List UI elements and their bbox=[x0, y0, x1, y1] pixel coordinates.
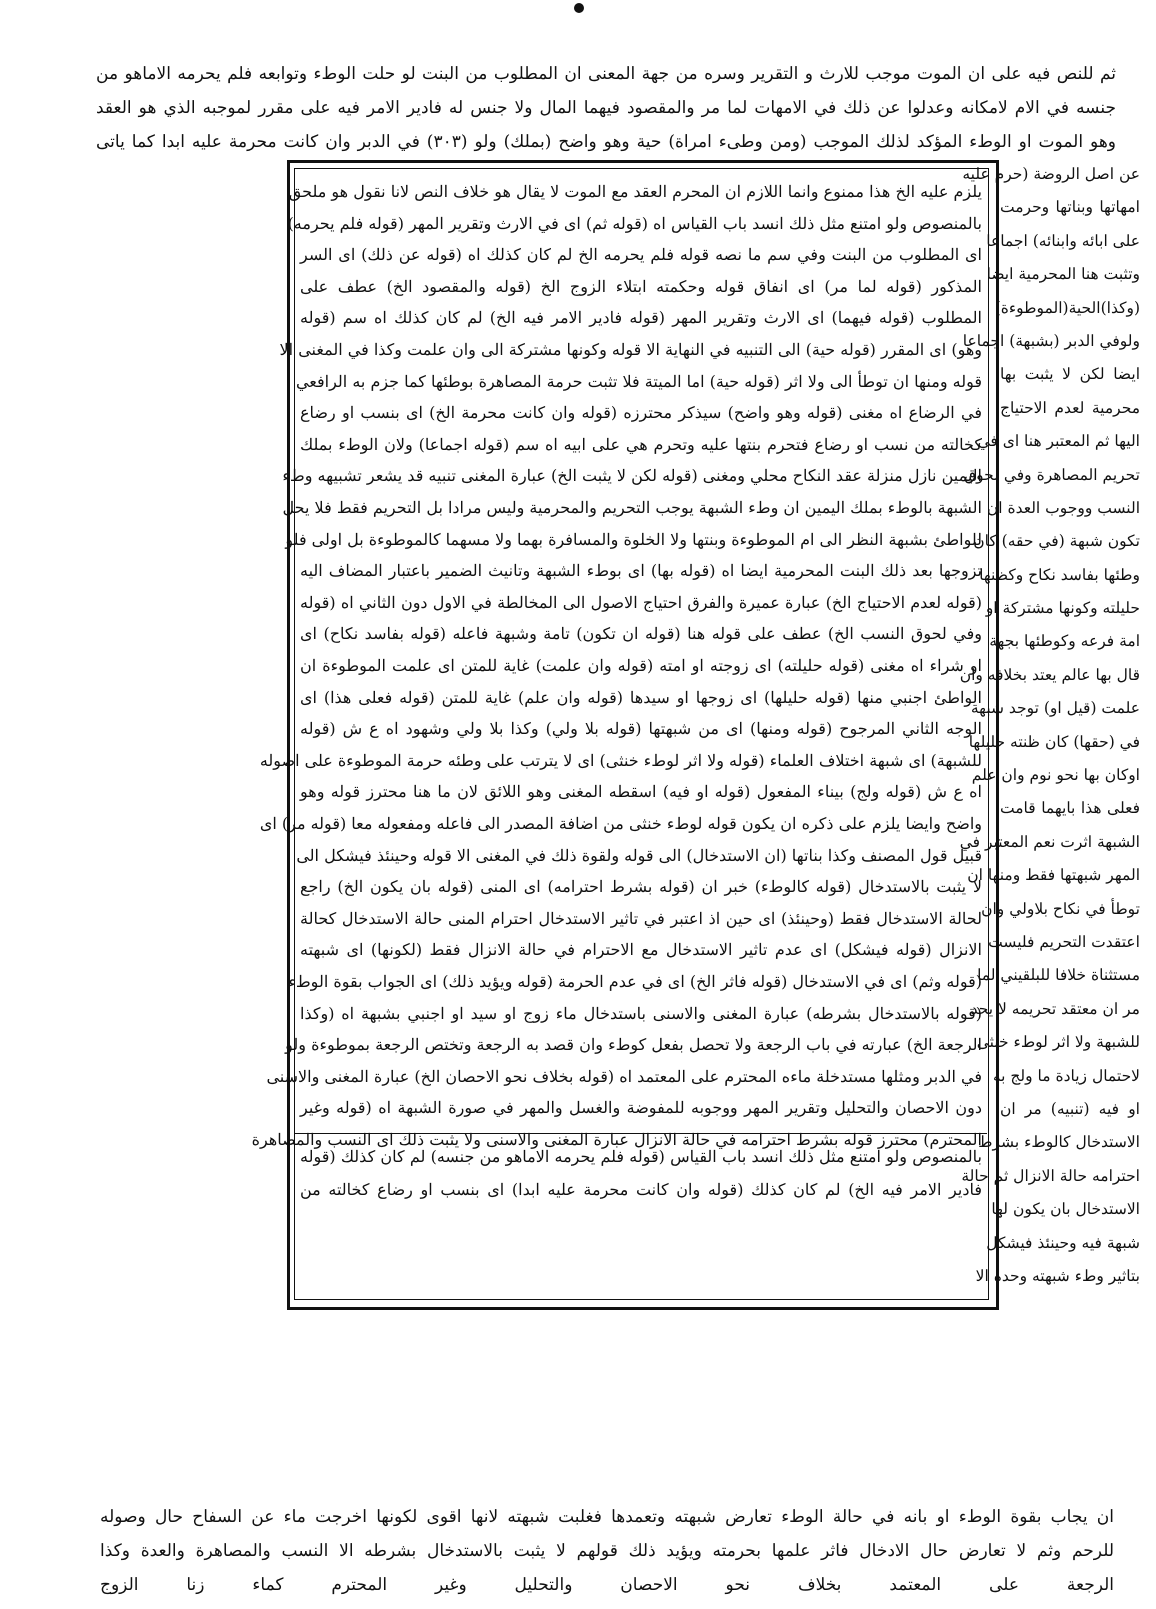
side-column-line: فعلى هذا بايهما قامت bbox=[1000, 799, 1140, 818]
commentary-line: لحالة الاستدخال فقط (وحينئذ) اى حين اذ اعتبر في تاثير الاستدخال احترام المنى حالة الاستدخال كحالة bbox=[300, 908, 983, 928]
side-column-line: لاحتمال زيادة ما ولج به bbox=[992, 1066, 1140, 1085]
commentary-line: (قوله لعدم الاحتياج الخ) عبارة عميرة والفرق احتياج الاصول الى المخالطة في الاول دون الثاني اه (قوله bbox=[300, 592, 982, 612]
side-column-line: قال بها عالم يعتد بخلافه وان bbox=[959, 665, 1140, 684]
commentary-line: وفي لحوق النسب الخ) عطف على قوله هنا (قوله ان تكون) تامة وشبهة فاعله (قوله بفاسد نكاح) اى bbox=[300, 624, 982, 644]
main-text-top-line: جنسه في الام لامكانه وعدلوا عن ذلك في الامهات لما مر والمقصود فيهما المال ولا جنس له فادير الامر فيه على مقرر لموجبه الذي هو العقد bbox=[96, 98, 1116, 118]
side-column-line: حليلته وكونها مشتركة او bbox=[985, 599, 1140, 618]
side-column-line: ايضا لكن لا يثبت بها bbox=[1000, 365, 1140, 384]
commentary-box-line: فادير الامر فيه الخ) لم كان كذلك (قوله وان كانت محرمة عليه ابدا) اى بنسب او رضاع كخالته من bbox=[300, 1180, 982, 1199]
commentary-line: كخالته من نسب او رضاع فتحرم بنتها عليه وتحرم هي على ابيه اه سم (قوله اجماعا) ولان الوطء بملك bbox=[300, 434, 982, 454]
commentary-line: تزوجها بعد ذلك البنت المحرمية ايضا اه (قوله بها) اى بوطء الشبهة وتانيث الضمير باعتبار المضاف اليه bbox=[300, 561, 982, 581]
commentary-line: قبيل قول المصنف وكذا بناتها (ان الاستدخال) الى قوله ولقوة ذلك في المغنى الا قوله وحينئذ فيشكل الى bbox=[296, 845, 982, 865]
commentary-line: اليمين نازل منزلة عقد النكاح محلي ومغنى (قوله لكن لا يثبت الخ) عبارة المغنى تنبيه قد يشعر تشبيهه وطء bbox=[282, 466, 982, 486]
main-text-top-line: وهو الموت او الوطء المؤكد لذلك الموجب (ومن وطىء امراة) حية وهو واضح (بملك) ولو (٣٠٣) في الدبر وان كانت محرمة عليه ابدا كما ياتى bbox=[96, 132, 1116, 152]
commentary-line: اه ع ش (قوله ولج) بيناء المفعول (قوله او فيه) اسقطه المغنى وهو اللائق لان ما هنا محترز قوله وهو bbox=[300, 782, 982, 802]
commentary-line: المحترم) محترز قوله بشرط احترامه في حالة الانزال عبارة المغنى والاسنى ولا يثبت ذلك اى النسب والمصاهرة bbox=[251, 1130, 982, 1149]
main-text-bottom-line: للرحم وثم لا تعارض حال الادخال فاثر علمها بحرمته ويؤيد ذلك قولهم لا يثبت بالاستدخال بشرطه الا النسب والمصاهرة والعدة وكذا bbox=[100, 1541, 1114, 1561]
side-column-line: مر ان معتقد تحريمه لا يحد bbox=[970, 999, 1140, 1018]
commentary-line: اى المطلوب من البنت وفي سم ما نصه قوله فلم يحرمه الخ لم كان كذلك اه (قوله عن ذلك) اى السر bbox=[300, 245, 982, 265]
side-column-line: اليها ثم المعتبر هنا اى في bbox=[977, 432, 1140, 451]
commentary-line: المذكور (قوله لما مر) اى انفاق قوله وحكمته ابتلاء الزوج الخ (قوله والمقصود الخ) عطف على bbox=[300, 276, 983, 296]
commentary-line: واضح وايضا يلزم على ذكره ان يكون قوله لوطء خنثى من اضافة المصدر الى فاعله ومفعوله معا (قوله مر) اى bbox=[259, 814, 982, 833]
side-column-line: علمت (قيل او) توجد شبهة bbox=[970, 699, 1140, 718]
commentary-line: لا يثبت بالاستدخال (قوله كالوطء) خبر ان (قوله بشرط احترامه) اى المنى (قوله بان يكون الخ) راجع bbox=[300, 877, 982, 897]
main-text-bottom-line: ان يجاب بقوة الوطء او بانه في حالة الوطء تعارض شبهته وتعمدها فغلبت شبهته لانها اقوى لكونها اخرجت ماء عن السفاح حال وصوله bbox=[100, 1507, 1114, 1527]
commentary-line: يلزم عليه الخ هذا ممنوع وانما اللازم ان المحرم العقد مع الموت لا يقال هو خلاف النص لانا نقول هو ملحق bbox=[288, 182, 982, 201]
side-column-line: ولوفي الدبر (بشبهة) اجماعا bbox=[962, 331, 1140, 350]
page-marker-dot bbox=[574, 3, 584, 13]
side-column-line: او فيه (تنبيه) مر ان bbox=[1000, 1099, 1140, 1118]
commentary-line: الانزال (قوله فيشكل) اى عدم تاثير الاستدخال مع الاحترام في حالة الانزال فقط (لكونها) اى شبهته bbox=[300, 940, 982, 960]
main-text-bottom-line: الرجعة على المعتمد بخلاف نحو الاحصان والتحليل وغير المحترم كماء زنا الزوج bbox=[100, 1575, 1114, 1595]
main-text-top-line: ثم للنص فيه على ان الموت موجب للارث و التقرير وسره من جهة المعنى ان المطلوب من البنت لو حلت الوطء وتوابعه فلم يحرمه الاماهو من bbox=[96, 64, 1116, 84]
side-column-line: تكون شبهة (في حقه) كان bbox=[973, 532, 1140, 551]
side-column-line: اوكان بها نحو نوم وان علم bbox=[971, 766, 1140, 785]
side-column-line: الاستدخال بان يكون لها bbox=[991, 1200, 1140, 1219]
commentary-line: الواطئ اجنبي منها (قوله حليلها) اى زوجها او سيدها (قوله وان علم) غاية للمتن (قوله فعلى هذا) اى bbox=[300, 687, 982, 707]
commentary-line: (قوله وثم) اى في الاستدخال (قوله فاثر الخ) اى في عدم الحرمة (قوله ويؤيد ذلك) اى الجواب بقوة الوطء bbox=[288, 972, 982, 991]
side-column-line: احترامه حالة الانزال ثم حالة bbox=[961, 1166, 1140, 1185]
commentary-line: المطلوب (قوله فيهما) اى الارث وتقرير المهر (قوله فادير الامر فيه الخ) لم كان كذلك اه سم (قوله bbox=[300, 308, 982, 328]
commentary-line: في الدبر ومثلها مستدخلة ماءه المحترم على المعتمد اه (قوله بخلاف نحو الاحصان الخ) عبارة المغنى والاسنى bbox=[266, 1066, 982, 1086]
side-column-line: في (حقها) كان ظنته حليلها bbox=[968, 732, 1140, 751]
commentary-line: قوله ومنها ان توطأ الى ولا اثر (قوله حية) اما الميتة فلا تثبت حرمة المصاهرة بوطئها كما جزم به الرافعي bbox=[295, 371, 982, 391]
commentary-line: وهو) اى المقرر (قوله حية) الى التنبيه في النهاية الا قوله وكونها مشتركة الى وان علمت وكذا في المغنى الا bbox=[279, 340, 982, 359]
side-column-line: على ابائه وابنائه) اجماعا bbox=[986, 231, 1140, 250]
side-column-line: امهاتها وبناتها وحرمت bbox=[1000, 198, 1140, 217]
side-column-line: المهر شبهتها فقط ومنها ان bbox=[967, 866, 1140, 885]
commentary-line: للواطئ بشبهة النظر الى ام الموطوءة وبنتها ولا الخلوة والمسافرة بهما ولا مسهما كالموطوءة بل اولى فلو bbox=[285, 529, 982, 549]
side-column-line: (وكذا)الحية(الموطوءة) bbox=[994, 298, 1140, 317]
commentary-line: في الرضاع اه مغنى (قوله وهو واضح) سيذكر محترزه (قوله وان كانت محرمة الخ) اى بنسب او رضاع bbox=[300, 403, 982, 423]
side-column-line: عن اصل الروضة (حرم عليه bbox=[962, 165, 1140, 183]
commentary-box-line: بالمنصوص ولو امتنع مثل ذلك انسد باب القياس (قوله فلم يحرمه الاماهو من جنسه) لم كان كذلك (قوله bbox=[300, 1147, 982, 1166]
side-column-line: الاستدخال كالوطء بشرط bbox=[978, 1133, 1140, 1152]
side-column-line: بتاثير وطء شبهته وحده الا bbox=[975, 1266, 1140, 1285]
side-column-line: تحريم المصاهرة وفي لحوق bbox=[964, 465, 1140, 484]
side-column-line: وتثبت هنا المحرمية ايضا bbox=[986, 265, 1140, 284]
commentary-line: للشبهة) اى شبهة اختلاف العلماء (قوله ولا اثر لوطء خنثى) اى لا يترتب على وطئه حرمة الموطوءة على اصوله bbox=[259, 750, 982, 770]
commentary-line: الوجه الثاني المرجوح (قوله ومنها) اى من شبهتها (قوله بلا ولي) وكذا بلا ولي وشهود اه ع ش (قوله bbox=[300, 719, 982, 739]
side-column-line: توطأ في نكاح بلاولي وان bbox=[981, 899, 1140, 918]
side-column-line: للشبهة ولا اثر لوطء خنثى bbox=[976, 1033, 1140, 1052]
commentary-line: دون الاحصان والتحليل وتقرير المهر ووجوبه للمفوضة والغسل والمهر في صورة الشبهة اه (قوله وغير bbox=[300, 1098, 982, 1118]
side-column-line: النسب ووجوب العدة ان bbox=[986, 498, 1140, 517]
side-column-line: اعتقدت التحريم فليست bbox=[988, 932, 1140, 951]
main-text-side-column bbox=[959, 160, 1140, 1302]
side-column-line: مستثناة خلافا للبلقيني لما bbox=[977, 966, 1140, 985]
side-column-line: شبهة فيه وحينئذ فيشكل bbox=[986, 1233, 1140, 1252]
side-column-line: الشبهة اثرت نعم المعتبر في bbox=[959, 832, 1140, 851]
commentary-line: او شراء اه مغنى (قوله حليلته) اى زوجته او امته (قوله وان علمت) غاية للمتن اى علمت الموطوءة ان bbox=[300, 656, 982, 675]
commentary-line: (قوله بالاستدخال بشرطه) عبارة المغنى والاسنى باستدخال ماء زوج او سيد او اجنبي بشبهة اه (وكذا bbox=[300, 1003, 982, 1023]
commentary-line: الرجعة الخ) عبارته في باب الرجعة ولا تحصل بفعل كوطء وان قصد به الرجعة وتختص الرجعة بموطوءة ولو bbox=[285, 1035, 982, 1055]
side-column-line: امة فرعه وكوطئها بجهة bbox=[989, 632, 1140, 651]
side-column-line: وطئها بفاسد نكاح وكظنها bbox=[979, 565, 1140, 584]
commentary-line: الشبهة بالوطء بملك اليمين ان وطء الشبهة يوجب التحريم والمحرمية وليس مرادا بل التحريم فقط فلا يحل bbox=[282, 498, 982, 517]
side-column-line: محرمية لعدم الاحتياج bbox=[1000, 398, 1140, 417]
commentary-line: بالمنصوص ولو امتنع مثل ذلك انسد باب القياس اه (قوله ثم) اى في الارث وتقرير المهر (قوله فلم يحرمه) bbox=[287, 213, 982, 233]
